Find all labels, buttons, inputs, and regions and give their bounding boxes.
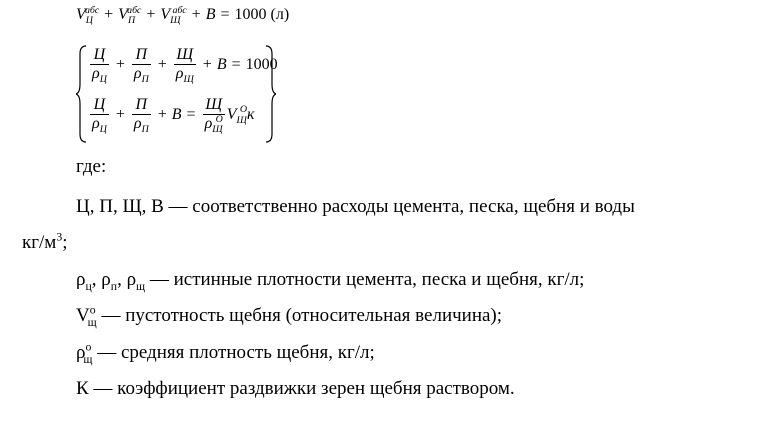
plus-sign: + (191, 6, 201, 23)
value-1000: 1000 (234, 6, 267, 23)
where-label: где: (76, 156, 107, 177)
plus-sign: + (202, 55, 212, 73)
definition-true-density: $\rho_ц$, $\rho_п$, $\rho_щ$ — истинные плотности цемента, песка и щебня, кг/л; (76, 269, 585, 293)
var-v-gravel: $V_Щ^{абс}$ (160, 4, 187, 27)
definition-average-density: $\rho^о_щ$ — средняя плотность щебня, кг/л; (76, 340, 375, 366)
plus-sign: + (157, 105, 167, 123)
definition-voids: $V^о_щ$ — пустотность щебня (относительная величина); (76, 303, 503, 329)
equals-sign: = (220, 6, 230, 23)
plus-sign: + (157, 55, 167, 73)
var-k: к (247, 105, 255, 123)
plus-sign: + (115, 55, 125, 73)
var-v-sand: $V_П^{абс}$ (118, 4, 142, 27)
plus-sign: + (104, 6, 114, 23)
unit-liters: (л) (270, 6, 290, 23)
left-brace (76, 46, 86, 142)
fraction-gravel-density: $\frac{Щ}{\rho_Щ^O}$ (204, 96, 223, 136)
fraction-sand: $\frac{П}{\rho_П}$ (133, 96, 149, 136)
definition-consumption: Ц, П, Щ, В — соответственно расходы цемента, песка, щебня и воды (76, 196, 635, 217)
equals-sign: = (186, 105, 196, 123)
equals-sign: = (231, 55, 241, 73)
fraction-sand: $\frac{П}{\rho_П}$ (133, 46, 149, 86)
var-b: B (216, 55, 227, 73)
var-b: B (171, 105, 182, 123)
equation-system (76, 44, 276, 144)
system-row-2 (88, 96, 255, 136)
fraction-gravel: $\frac{Щ}{\rho_Щ}$ (175, 46, 194, 86)
plus-sign: + (115, 105, 125, 123)
definition-coefficient: К — коэффициент раздвижки зерен щебня раствором. (76, 378, 515, 399)
equation-total-volume (76, 4, 290, 27)
var-v-voids: $V_Щ^O$ (226, 104, 248, 126)
system-row-1 (88, 46, 278, 86)
var-b: B (205, 6, 216, 23)
value-1000: 1000 (245, 55, 278, 73)
definition-consumption-continued: $кг/м^3$; (22, 230, 68, 253)
var-v-cement: $V_Ц^{абс}$ (76, 4, 100, 27)
plus-sign: + (146, 6, 156, 23)
fraction-cement: $\frac{Ц}{\rho_Ц}$ (92, 96, 107, 136)
fraction-cement: $\frac{Ц}{\rho_Ц}$ (92, 46, 107, 86)
